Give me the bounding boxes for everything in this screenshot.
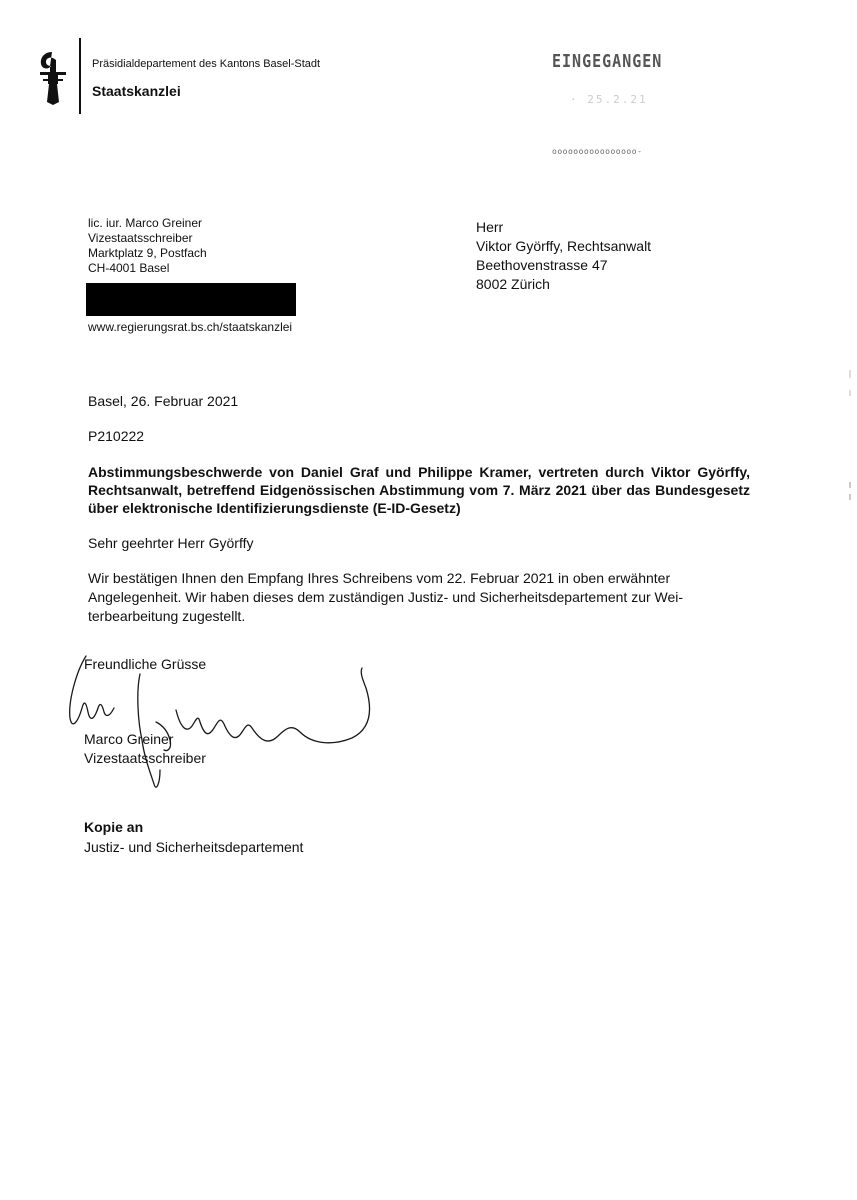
redaction-bar — [86, 283, 296, 316]
signatory — [84, 730, 206, 768]
letter-body — [88, 569, 758, 626]
copy-recipient: Justiz- und Sicherheitsdepartement — [84, 839, 304, 855]
sender-address — [88, 216, 207, 276]
body-line: terbearbeitung zugestellt. — [88, 608, 246, 624]
letter-date: Basel, 26. Februar 2021 — [88, 393, 239, 409]
website-link[interactable]: www.regierungsrat.bs.ch/staatskanzlei — [88, 320, 293, 334]
received-stamp: EINGEGANGEN — [552, 50, 663, 72]
stamp-date: · 25.2.21 — [570, 93, 648, 106]
recipient-line: Viktor Györffy, Rechtsanwalt — [476, 238, 652, 254]
body-line: Wir bestätigen Ihnen den Empfang Ihres Schreibens vom 22. Februar 2021 in oben erwähnter — [88, 570, 671, 586]
handwritten-signature — [56, 652, 386, 802]
reference-number: P210222 — [88, 428, 145, 444]
signatory-name: Marco Greiner — [84, 731, 174, 747]
sender-line: lic. iur. Marco Greiner — [88, 216, 203, 230]
closing: Freundliche Grüsse — [84, 656, 207, 672]
salutation: Sehr geehrter Herr Györffy — [88, 535, 254, 551]
department-name: Präsidialdepartement des Kantons Basel-Stadt — [92, 58, 321, 70]
letter-subject: Abstimmungsbeschwerde von Daniel Graf und Philippe Kramer, vertreten durch Viktor Györffy, Rechtsanwalt, betreffend Eidgenössischen Abstimmung vom 7. März 2021 über das Bundesgesetz über elektronische Identifizierungsdienste (E-ID-Gesetz) — [88, 464, 750, 516]
recipient-address — [476, 218, 651, 294]
sender-line: CH-4001 Basel — [88, 261, 170, 275]
basel-staff-icon — [38, 50, 68, 106]
body-line: Angelegenheit. Wir haben dieses dem zuständigen Justiz- und Sicherheitsdepartement zur Wei- — [88, 589, 684, 605]
letterhead-divider — [79, 38, 81, 114]
copy-label: Kopie an — [84, 819, 144, 835]
signatory-title: Vizestaatsschreiber — [84, 750, 206, 766]
sender-line: Vizestaatsschreiber — [88, 231, 193, 245]
office-name: Staatskanzlei — [92, 83, 181, 99]
scan-margin-marks — [846, 370, 854, 510]
stamp-dots: oooooooooooooooo- — [552, 147, 643, 156]
recipient-line: Herr — [476, 219, 504, 235]
sender-line: Marktplatz 9, Postfach — [88, 246, 207, 260]
recipient-line: 8002 Zürich — [476, 276, 550, 292]
recipient-line: Beethovenstrasse 47 — [476, 257, 608, 273]
